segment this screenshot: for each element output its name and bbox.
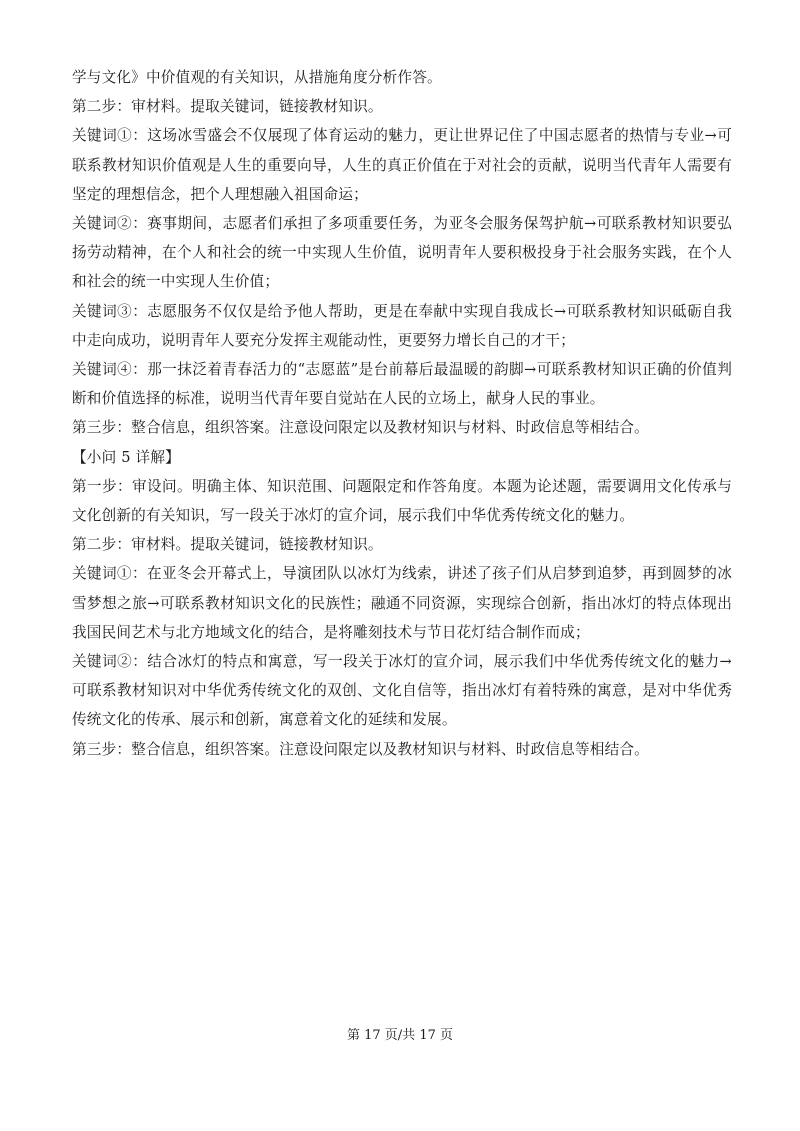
section-heading-question-5: 【小问 5 详解】 [72, 448, 180, 466]
paragraph-q5-step-one: 第一步：审设问。明确主体、知识范围、问题限定和作答角度。本题为论述题，需要调用文化传承与文化创新的有关知识，写一段关于冰灯的宣介词，展示我们中华优秀传统文化的魅力。 [72, 477, 732, 525]
page-number-footer: 第 17 页/共 17 页 [347, 1028, 453, 1043]
paragraph-q5-keyword-2: 关键词②：结合冰灯的特点和寓意，写一段关于冰灯的宣介词，展示我们中华优秀传统文化的魅力→可联系教材知识对中华优秀传统文化的双创、文化自信等，指出冰灯有着特殊的寓意，是对中华优秀传统文化的传承、展示和创新，寓意着文化的延续和发展。 [72, 653, 732, 729]
paragraph-q5-keyword-1: 关键词①：在亚冬会开幕式上，导演团队以冰灯为线索，讲述了孩子们从启梦到追梦，再到圆梦的冰雪梦想之旅→可联系教材知识文化的民族性；融通不同资源，实现综合创新，指出冰灯的特点体现出我国民间艺术与北方地域文化的结合，是将雕刻技术与节日花灯结合制作而成； [72, 565, 732, 641]
paragraph-step-two: 第二步：审材料。提取关键词，链接教材知识。 [72, 98, 383, 116]
paragraph-q5-step-two: 第二步：审材料。提取关键词，链接教材知识。 [72, 536, 383, 554]
paragraph-q5-step-three: 第三步：整合信息，组织答案。注意设问限定以及教材知识与材料、时政信息等相结合。 [72, 740, 649, 758]
paragraph-intro-continuation: 学与文化》中价值观的有关知识，从措施角度分析作答。 [72, 69, 442, 86]
paragraph-keyword-4: 关键词④：那一抹泛着青春活力的“志愿蓝”是台前幕后最温暖的韵脚→可联系教材知识正确的价值判断和价值选择的标准，说明当代青年要自觉站在人民的立场上，献身人民的事业。 [72, 361, 732, 408]
answer-explanation-body [72, 63, 732, 764]
paragraph-step-three: 第三步：整合信息，组织答案。注意设问限定以及教材知识与材料、时政信息等相结合。 [72, 419, 649, 437]
paragraph-keyword-2: 关键词②：赛事期间，志愿者们承担了多项重要任务，为亚冬会服务保驾护航→可联系教材知识要弘扬劳动精神，在个人和社会的统一中实现人生价值，说明青年人要积极投身于社会服务实践，在个人和社会的统一中实现人生价值； [72, 215, 732, 291]
paragraph-keyword-1: 关键词①：这场冰雪盛会不仅展现了体育运动的魅力，更让世界记住了中国志愿者的热情与专业→可联系教材知识价值观是人生的重要向导，人生的真正价值在于对社会的贡献，说明当代青年人需要有坚定的理想信念，把个人理想融入祖国命运； [72, 127, 732, 203]
paragraph-keyword-3: 关键词③：志愿服务不仅仅是给予他人帮助，更是在奉献中实现自我成长→可联系教材知识砥砺自我中走向成功，说明青年人要充分发挥主观能动性，更要努力增长自己的才干； [72, 302, 732, 349]
